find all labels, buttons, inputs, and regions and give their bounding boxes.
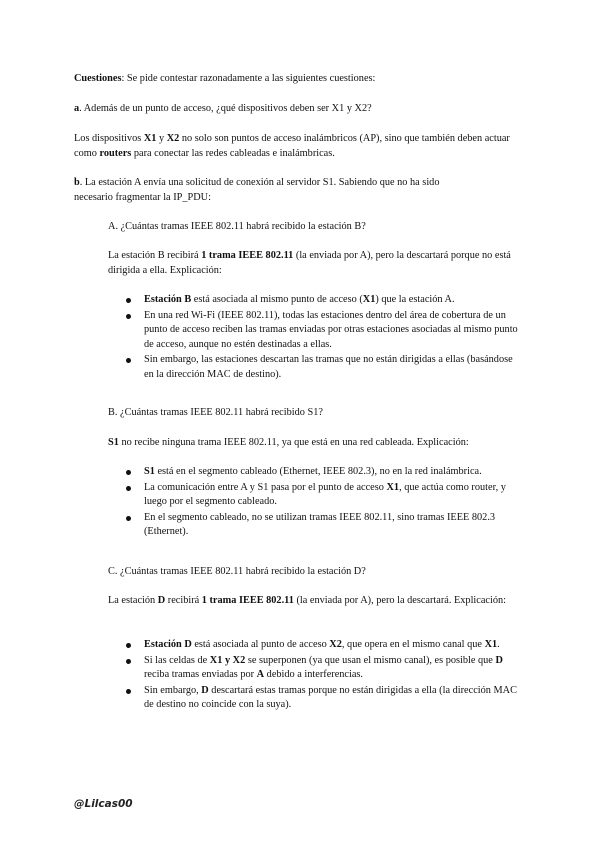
question-a [74, 102, 534, 117]
list-item-text: , que opera en el mismo canal que [341, 639, 485, 650]
list-item-text: Sin embargo, [144, 684, 202, 696]
bullet-icon [126, 689, 131, 694]
answer-a-x1: X1 [143, 133, 157, 144]
bullet-icon [126, 298, 131, 303]
list-item [144, 293, 524, 308]
subanswer-c-part: (la enviada por A), pero la descartará. Explicación: [293, 595, 507, 606]
list-item-text: está asociada al mismo punto de acceso ( [191, 294, 363, 305]
list-item-bold: Estación B [144, 294, 192, 305]
list-item-bold: X1 [386, 481, 400, 493]
list-item-text: . [497, 639, 500, 650]
list-item-text: se superponen (ya que usan el mismo canal), es posible que [245, 654, 496, 666]
subquestion-b-label: B [108, 407, 115, 418]
footer-handle: @Lilcas00 [74, 798, 133, 810]
list-item-bold: S1 [144, 466, 155, 477]
list-item-text: reciba tramas enviadas por [144, 669, 257, 681]
intro-text: : Se pide contestar razonadamente a las siguientes cuestiones: [121, 73, 376, 84]
subanswer-c-list [144, 638, 524, 714]
list-item-text: Si las celdas de [144, 654, 210, 666]
question-a-text: . Además de un punto de acceso, ¿qué dispositivos deben ser X1 y X2? [79, 103, 372, 114]
subanswer-c-bold: D [157, 595, 166, 606]
bullet-icon [126, 358, 131, 363]
subquestion-c [108, 565, 528, 580]
list-item-bold: X1 [484, 639, 498, 650]
question-a-label: a [74, 103, 80, 114]
answer-a [74, 132, 514, 161]
subanswer-b [108, 436, 528, 451]
bullet-icon [126, 659, 131, 664]
list-item-text: descartará estas tramas porque no están dirigidas a ella (la dirección MAC de destino no coincide con la suya). [144, 684, 517, 711]
subquestion-a-text: . ¿Cuántas tramas IEEE 802.11 habrá recibido la estación B? [115, 221, 366, 232]
list-item [144, 511, 524, 540]
subanswer-a-part: (la enviada por A), pero la descartará porque no está dirigida a ella. Explicación: [108, 250, 511, 276]
subquestion-c-text: . ¿Cuántas tramas IEEE 802.11 habrá recibido la estación D? [114, 566, 366, 577]
list-item [144, 309, 524, 353]
intro-paragraph [74, 72, 534, 87]
answer-a-part: no solo son puntos de acceso inalámbricos (AP), sino que también deben actuar como [74, 133, 510, 159]
answer-a-routers: routers [99, 147, 132, 159]
bullet-icon [126, 470, 131, 475]
list-item-text: En el segmento cableado, no se utilizan tramas IEEE 802.11, sino tramas IEEE 802.3 (Ethernet). [144, 511, 496, 538]
bullet-icon [126, 486, 131, 491]
subanswer-a [108, 249, 528, 278]
list-item-bold: D [495, 654, 503, 666]
subquestion-c-label: C [108, 566, 115, 577]
answer-a-x2: X2 [166, 133, 180, 144]
list-item-bold: X1 y X2 [209, 654, 246, 666]
question-b [74, 176, 474, 205]
list-item [144, 654, 524, 683]
question-b-label: b [74, 177, 80, 188]
subanswer-a-bold: 1 trama IEEE 802.11 [201, 250, 294, 261]
list-item [144, 481, 524, 510]
subanswer-b-part: no recibe ninguna trama IEEE 802.11, ya que está en una red cableada. Explicación: [118, 437, 469, 448]
subquestion-b [108, 406, 528, 421]
subanswer-c-part: recibirá [165, 595, 202, 606]
list-item [144, 638, 524, 653]
subanswer-a-list [144, 293, 524, 384]
list-item-bold: X2 [329, 639, 342, 650]
list-item-text: está en el segmento cableado (Ethernet, IEEE 802.3), no en la red inalámbrica. [154, 466, 482, 477]
answer-a-part: para conectar las redes cableadas e inalámbricas. [131, 147, 335, 159]
subanswer-c [108, 594, 528, 609]
subanswer-c-bold: 1 trama IEEE 802.11 [201, 595, 294, 606]
list-item-bold: D [201, 684, 209, 696]
answer-a-part: y [156, 133, 167, 144]
subquestion-b-text: . ¿Cuántas tramas IEEE 802.11 habrá recibido S1? [114, 407, 323, 418]
list-item-bold: A [256, 669, 265, 681]
subquestion-a-label: A [108, 221, 116, 232]
list-item-text: La comunicación entre A y S1 pasa por el punto de acceso [144, 481, 387, 493]
subanswer-b-list [144, 465, 524, 541]
question-b-text: . La estación A envía una solicitud de conexión al servidor S1. Sabiendo que no ha sido necesario fragmentar la IP_PDU: [74, 177, 440, 203]
intro-label: Cuestiones [74, 73, 122, 84]
list-item-bold: Estación D [144, 639, 192, 650]
bullet-icon [126, 314, 131, 319]
subquestion-a [108, 220, 528, 235]
list-item [144, 353, 524, 382]
bullet-icon [126, 516, 131, 521]
bullet-icon [126, 643, 131, 648]
list-item [144, 465, 524, 480]
list-item-text: En una red Wi-Fi (IEEE 802.11), todas las estaciones dentro del área de cobertura de un punto de acceso reciben las tramas enviadas por otras estaciones asociadas al mismo punto de acceso, aunque no estén destinadas a ellas. [144, 309, 518, 350]
list-item [144, 684, 524, 713]
list-item-text: debido a interferencias. [264, 669, 364, 681]
answer-a-part: Los dispositivos [74, 133, 144, 144]
subanswer-a-part: La estación B recibirá [108, 250, 202, 261]
list-item-bold: X1 [362, 294, 376, 305]
list-item-text: ) que la estación A. [375, 294, 455, 305]
list-item-text: Sin embargo, las estaciones descartan las tramas que no están dirigidas a ellas (basándose en la dirección MAC de destino). [144, 354, 513, 380]
subanswer-c-part: La estación [108, 595, 158, 606]
list-item-text: , que actúa como router, y luego por el segmento cableado. [144, 481, 506, 508]
subanswer-b-bold: S1 [108, 437, 119, 448]
list-item-text: está asociada al punto de acceso [191, 639, 330, 650]
